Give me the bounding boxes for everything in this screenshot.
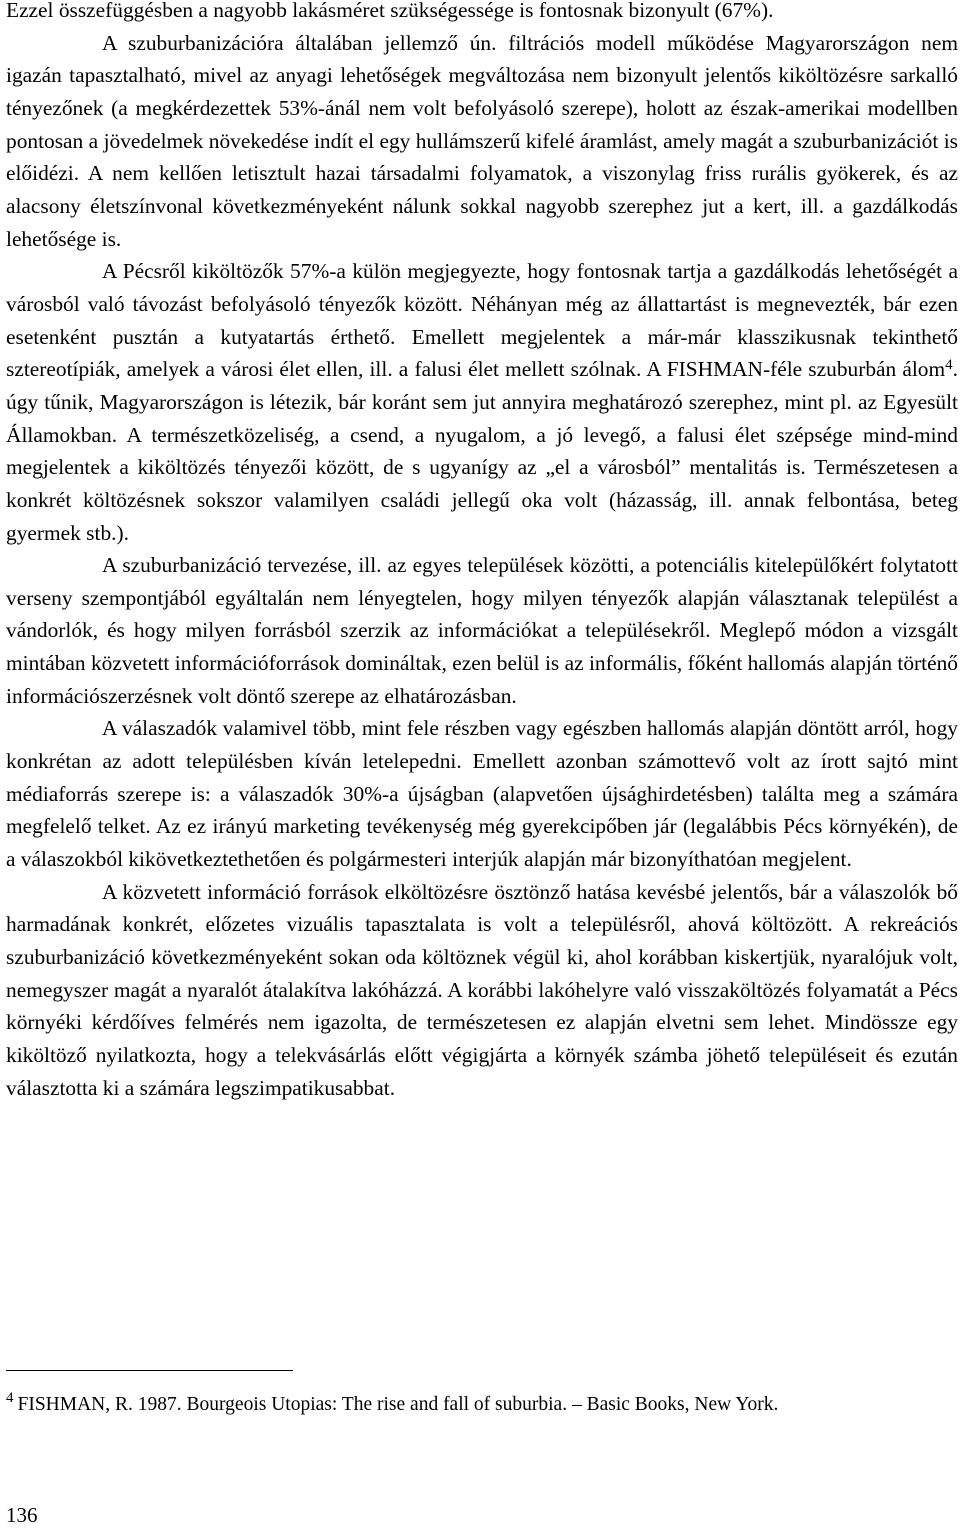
paragraph-4: A szuburbanizáció tervezése, ill. az egyes települések közötti, a potenciális kitelepülőkért folytatott verseny szempontjából egyáltalán nem lényegtelen, hogy milyen tényezők alapján választanak települést a vándorlók, és hogy milyen forrásból szerzik az információkat a településekről. Meglepő módon a vizsgált mintában közvetett információforrások domináltak, ezen belül is az informális, főként hallomás alapján történő információszerzésnek volt döntő szerepe az elhatározásban. <box>6 553 958 708</box>
footnote-reference[interactable]: 4 <box>945 357 953 374</box>
footnote <box>6 1392 956 1418</box>
footnote-marker: 4 <box>6 1390 14 1406</box>
paragraph-6: A közvetett információ források elköltözésre ösztönző hatása kevésbé jelentős, bár a válaszolók bő harmadának konkrét, előzetes vizuális tapasztalata is volt a településről, ahová költözött. A rekreációs szuburbanizáció következményeként sokan oda költöznek végül ki, ahol korábban kiskertjük, nyaralójuk volt, nemegyszer magát a nyaralót átalakítva lakóházzá. A korábbi lakóhelyre való visszaköltözés folyamatát a Pécs környéki kérdőíves felmérés nem igazolta, de természetesen ez alapján elvetni sem lehet. Mindössze egy kiköltöző nyilatkozta, hogy a telekvásárlás előtt végigjárta a környék számba jöhető településeit és ezután választotta ki a számára legszimpatikusabbat. <box>6 879 958 1100</box>
paragraph-5: A válaszadók valamivel több, mint fele részben vagy egészben hallomás alapján döntött arról, hogy konkrétan az adott településben kíván letelepedni. Emellett azonban számottevő volt az írott sajtó mint médiaforrás szerepe is: a válaszadók 30%-a újságban (alapvetően újsághirdetésben) találta meg a számára megfelelő telket. Az ez irányú marketing tevékenység még gyerekcipőben jár (legalábbis Pécs környékén), de a válaszokból kikövetkeztethetően és polgármesteri interjúk alapján már bizonyíthatóan megjelent. <box>6 716 958 872</box>
paragraph-3 <box>6 255 958 549</box>
footnote-divider <box>6 1370 293 1371</box>
paragraph-3-part-2: . úgy tűnik, Magyarországon is létezik, bár koránt sem jut annyira meghatározó szerephez, mint pl. az Egyesült Államokban. A természetközeliség, a csend, a nyugalom, a jó levegő, a falusi élet szépsége mind-mind megjelentek a kiköltözés tényezői között, de s ugyanígy az „el a városból” mentalitás is. Természetesen a konkrét költözésnek sokszor valamilyen családi jellegű oka volt (házasság, ill. annak felbontása, beteg gyermek stb.). <box>6 357 958 545</box>
paragraph-3-part-1: A Pécsről kiköltözők 57%-a külön megjegyezte, hogy fontosnak tartja a gazdálkodás lehetőségét a városból való távozást befolyásoló tényezők között. Néhányan még az állattartást is megnevezték, bár ezen esetenként pusztán a kutyatartás érthető. Emellett megjelentek a már-már klasszikusnak tekinthető sztereotípiák, amelyek a városi élet ellen, ill. a falusi élet mellett szólnak. A FISHMAN-féle szuburbán álom <box>6 259 958 382</box>
paragraph-2: A szuburbanizációra általában jellemző ún. filtrációs modell működése Magyarországon nem igazán tapasztalható, mivel az anyagi lehetőségek megváltozása nem bizonyult jelentős kiköltözésre sarkalló tényezőnek (a megkérdezettek 53%-ánál nem volt befolyásoló szerepe), holott az észak-amerikai modellben pontosan a jövedelmek növekedése indít el egy hullámszerű kifelé áramlást, amely magát a szuburbanizációt is előidézi. A nem kellően letisztult hazai társadalmi folyamatok, a viszonylag friss rurális gyökerek, és az alacsony életszínvonal következményeként nálunk sokkal nagyobb szerephez jut a kert, ill. a gazdálkodás lehetősége is. <box>6 30 958 251</box>
paragraph-1: Ezzel összefüggésben a nagyobb lakásméret szükségessége is fontosnak bizonyult (67%). <box>6 0 774 22</box>
page-body <box>6 0 958 1104</box>
footnote-text: FISHMAN, R. 1987. Bourgeois Utopias: The rise and fall of suburbia. – Basic Books, New York. <box>17 1394 779 1415</box>
page-number: 136 <box>6 1503 38 1527</box>
